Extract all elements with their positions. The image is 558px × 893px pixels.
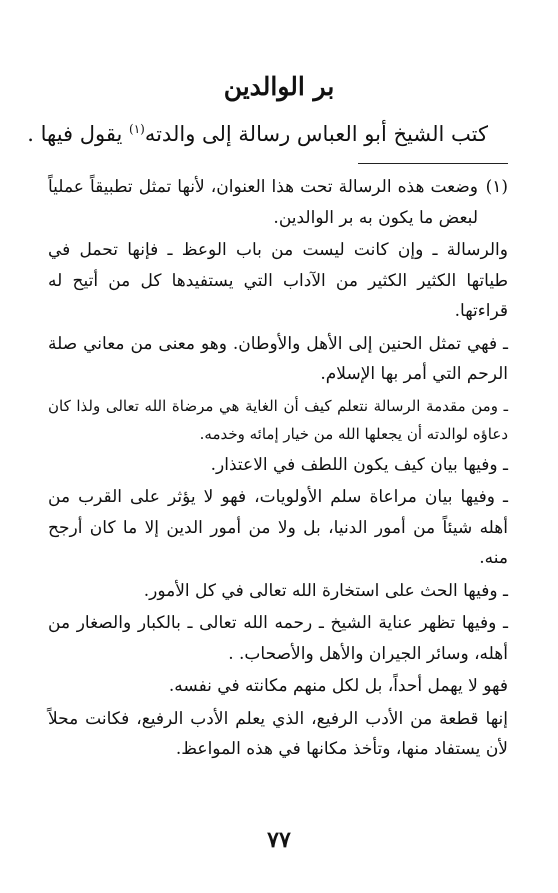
- footnote-paragraph: فهو لا يهمل أحداً، بل لكل منهم مكانته في نفسه.: [168, 676, 508, 696]
- footnote-paragraph: ـ وفيها بيان كيف يكون اللطف في الاعتذار.: [210, 454, 508, 475]
- page-number: ٧٧: [267, 827, 291, 853]
- page-title: بر الوالدين: [223, 72, 335, 101]
- footnote-paragraph: ـ وفيها بيان مراعاة سلم الأولويات، فهو لا يؤثر على القرب من أهله شيئاً من أمور الدنيا، بل ولا من أمور الدين إلا ما كان أرجح منه.: [48, 487, 508, 568]
- footnote-paragraph: إنها قطعة من الأدب الرفيع، الذي يعلم الأدب الرفيع، فكانت محلاً لأن يستفاد منها، وتأخذ مكانها في هذه المواعظ.: [48, 708, 508, 759]
- footnote-number: (١): [485, 177, 508, 197]
- footnote-paragraph: ـ ومن مقدمة الرسالة نتعلم كيف أن الغاية هي مرضاة الله تعالى ولذا كان دعاؤه لوالدته أن يجعلها الله من خيار إمائه وخدمه.: [48, 396, 508, 443]
- intro-line: [27, 112, 488, 151]
- footnote-separator: [358, 163, 508, 164]
- footnote-text: وضعت هذه الرسالة تحت هذا العنوان، لأنها تمثل تطبيقاً عملياً لبعض ما يكون به بر الوالدين.: [48, 177, 478, 228]
- intro-text: كتب الشيخ أبو العباس رسالة إلى والدته: [144, 122, 488, 146]
- footnote-paragraph: والرسالة ـ وإن كانت ليست من باب الوعظ ـ فإنها تحمل في طياتها الكثير الكثير من الآداب التي يستفيدها كل من أتيح له قراءتها.: [48, 240, 508, 321]
- footnote-paragraph: ـ فهي تمثل الحنين إلى الأهل والأوطان. وهو معنى من معاني صلة الرحم التي أمر بها الإسلام.: [48, 333, 508, 384]
- footnote-paragraph: ـ وفيها تظهر عناية الشيخ ـ رحمه الله تعالى ـ بالكبار والصغار من أهله، وسائر الجيران والأهل والأصحاب. .: [48, 613, 508, 664]
- footnote-paragraph: ـ وفيها الحث على استخارة الله تعالى في كل الأمور.: [143, 580, 508, 601]
- intro-tail: يقول فيها .: [27, 122, 129, 146]
- footnote-block: [48, 172, 508, 767]
- footnote-paragraph: [48, 172, 508, 233]
- footnote-reference: (١): [129, 122, 145, 136]
